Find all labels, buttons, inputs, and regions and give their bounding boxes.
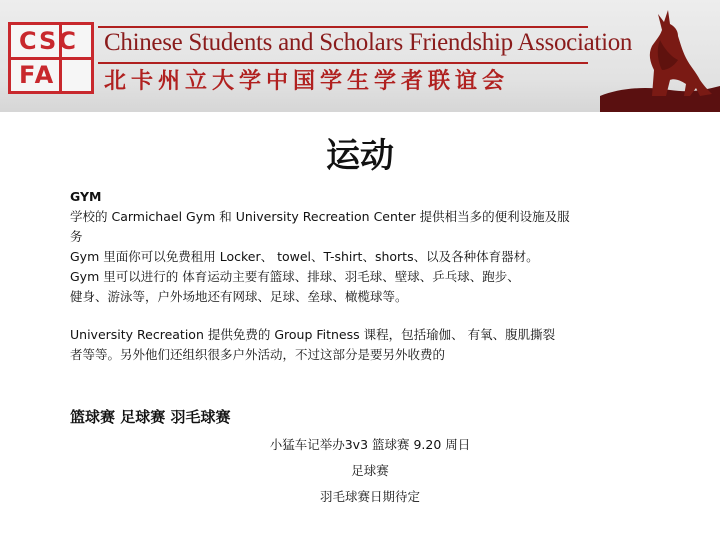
recreation-line-2: 者等等。另外他们还组织很多户外活动，不过这部分是要另外收费的	[70, 347, 446, 362]
page-title: 运动	[326, 136, 394, 176]
wolf-howling-icon	[600, 0, 720, 112]
gym-label: GYM	[70, 189, 102, 204]
logo-text-bottom: FA	[19, 61, 56, 89]
event-list	[0, 432, 720, 510]
gym-line-1: 学校的 Carmichael Gym 和 University Recreation Center 提供相当多的便利设施及服	[70, 209, 570, 224]
events-heading: 篮球赛 足球赛 羽毛球赛	[70, 408, 231, 426]
org-name-english: Chinese Students and Scholars Friendship Association	[104, 29, 633, 56]
event-item-badminton: 羽毛球赛日期待定	[319, 489, 420, 504]
gym-line-3: Gym 里面你可以免费租用 Locker、 towel、T-shirt、shorts、以及各种体育器材。	[70, 249, 539, 264]
header-banner	[0, 0, 720, 112]
recreation-line-1: University Recreation 提供免费的 Group Fitness 课程，包括瑜伽、 有氧、腹肌撕裂	[70, 327, 556, 342]
cscfa-logo	[8, 22, 94, 94]
event-item-basketball: 小猛车记举办3v3 篮球赛 9.20 周日	[269, 437, 471, 452]
event-item-soccer: 足球赛	[351, 463, 389, 478]
logo-divider-horizontal	[11, 57, 91, 60]
gym-line-5: 健身、游泳等，户外场地还有网球、足球、垒球、橄榄球等。	[70, 289, 408, 304]
gym-line-2: 务	[70, 229, 83, 244]
gym-line-4: Gym 里可以进行的 体育运动主要有篮球、排球、羽毛球、壁球、乒乓球、跑步、	[70, 269, 520, 284]
gym-section	[70, 187, 650, 365]
org-name-chinese: 北卡州立大学中国学生学者联谊会	[104, 68, 510, 94]
paragraph-gap	[70, 307, 650, 325]
logo-text-top: CSC	[19, 27, 78, 55]
